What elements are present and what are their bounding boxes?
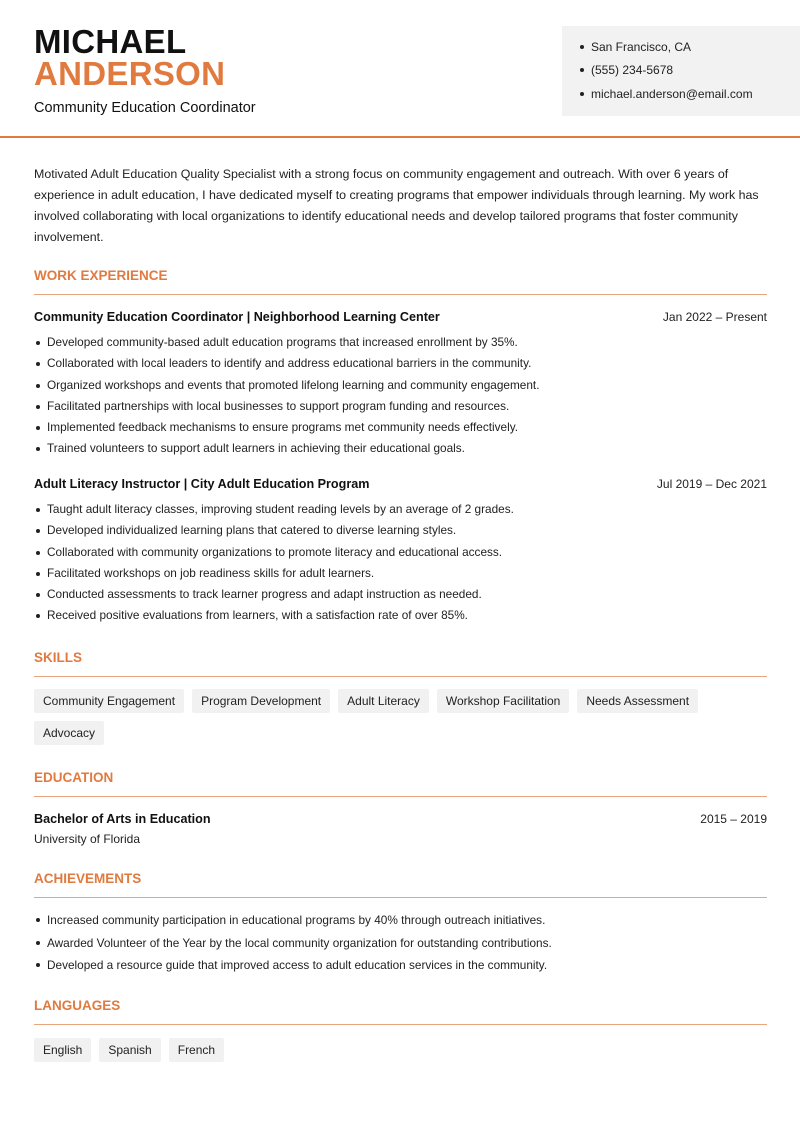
list-item: Trained volunteers to support adult learners in achieving their educational goals. [34,438,768,459]
school-name: University of Florida [34,832,141,846]
list-item: Developed individualized learning plans that catered to diverse learning styles. [34,520,768,541]
skill-tag: Needs Assessment [577,689,698,713]
language-tag: Spanish [99,1038,160,1062]
contact-box [562,26,800,116]
list-item: Developed a resource guide that improved access to adult education services in the community. [34,954,768,977]
section-title-achievements: ACHIEVEMENTS [34,871,142,886]
location-text: San Francisco, CA [591,40,692,54]
contact-email [580,87,753,101]
list-item: Facilitated workshops on job readiness skills for adult learners. [34,563,768,584]
education-date: 2015 – 2019 [700,812,767,826]
section-title-skills: SKILLS [34,650,83,665]
job-date-2: Jul 2019 – Dec 2021 [656,477,767,491]
skill-tag: Advocacy [34,721,104,745]
section-title-languages: LANGUAGES [34,998,121,1013]
job-title-2: Adult Literacy Instructor | City Adult Education Program [34,477,370,491]
section-divider [34,676,767,677]
list-item: Received positive evaluations from learners, with a satisfaction rate of over 85%. [34,605,768,626]
section-divider [34,1024,767,1025]
section-divider [34,897,767,898]
list-item: Implemented feedback mechanisms to ensure programs met community needs effectively. [34,417,768,438]
list-item: Collaborated with local leaders to identify and address educational barriers in the community. [34,353,768,374]
list-item: Facilitated partnerships with local businesses to support program funding and resources. [34,396,768,417]
job-title: Community Education Coordinator [34,100,256,116]
list-item: Conducted assessments to track learner progress and adapt instruction as needed. [34,584,768,605]
job-bullets-1 [34,332,768,460]
section-title-work: WORK EXPERIENCE [34,268,168,283]
section-divider [34,796,767,797]
section-divider [34,294,767,295]
section-title-education: EDUCATION [34,770,114,785]
language-tag: English [34,1038,91,1062]
list-item: Developed community-based adult education programs that increased enrollment by 35%. [34,332,768,353]
bullet-icon [580,68,584,72]
list-item: Taught adult literacy classes, improving student reading levels by an average of 2 grades. [34,499,768,520]
phone-text: (555) 234-5678 [591,63,674,77]
list-item: Increased community participation in educational programs by 40% through outreach initiatives. [34,909,768,932]
summary-paragraph: Motivated Adult Education Quality Specialist with a strong focus on community engagement and outreach. With over 6 years of experience in adult education, I have dedicated myself to creating programs that empower individuals through learning. My work has involved collaborating with local organizations to identify educational needs and develop tailored programs that foster community involvement. [34,167,759,244]
skill-tag: Adult Literacy [338,689,429,713]
contact-phone [580,63,673,77]
list-item: Awarded Volunteer of the Year by the local community organization for outstanding contributions. [34,932,768,955]
last-name: ANDERSON [34,55,226,92]
bullet-icon [580,92,584,96]
job-title-1: Community Education Coordinator | Neighborhood Learning Center [34,310,440,324]
email-text: michael.anderson@email.com [591,87,753,101]
bullet-icon [580,45,584,49]
contact-location [580,40,691,54]
job-date-1: Jan 2022 – Present [662,310,767,324]
degree-title: Bachelor of Arts in Education [34,812,211,826]
language-tag: French [169,1038,224,1062]
skill-tag: Community Engagement [34,689,184,713]
job-bullets-2 [34,499,768,627]
list-item: Collaborated with community organizations to promote literacy and educational access. [34,542,768,563]
skills-list [34,689,768,745]
list-item: Organized workshops and events that promoted lifelong learning and community engagement. [34,375,768,396]
achievements-list [34,909,768,977]
languages-list [34,1038,768,1062]
first-name: MICHAEL [34,23,187,60]
resume-header [0,0,800,138]
skill-tag: Program Development [192,689,330,713]
skill-tag: Workshop Facilitation [437,689,570,713]
